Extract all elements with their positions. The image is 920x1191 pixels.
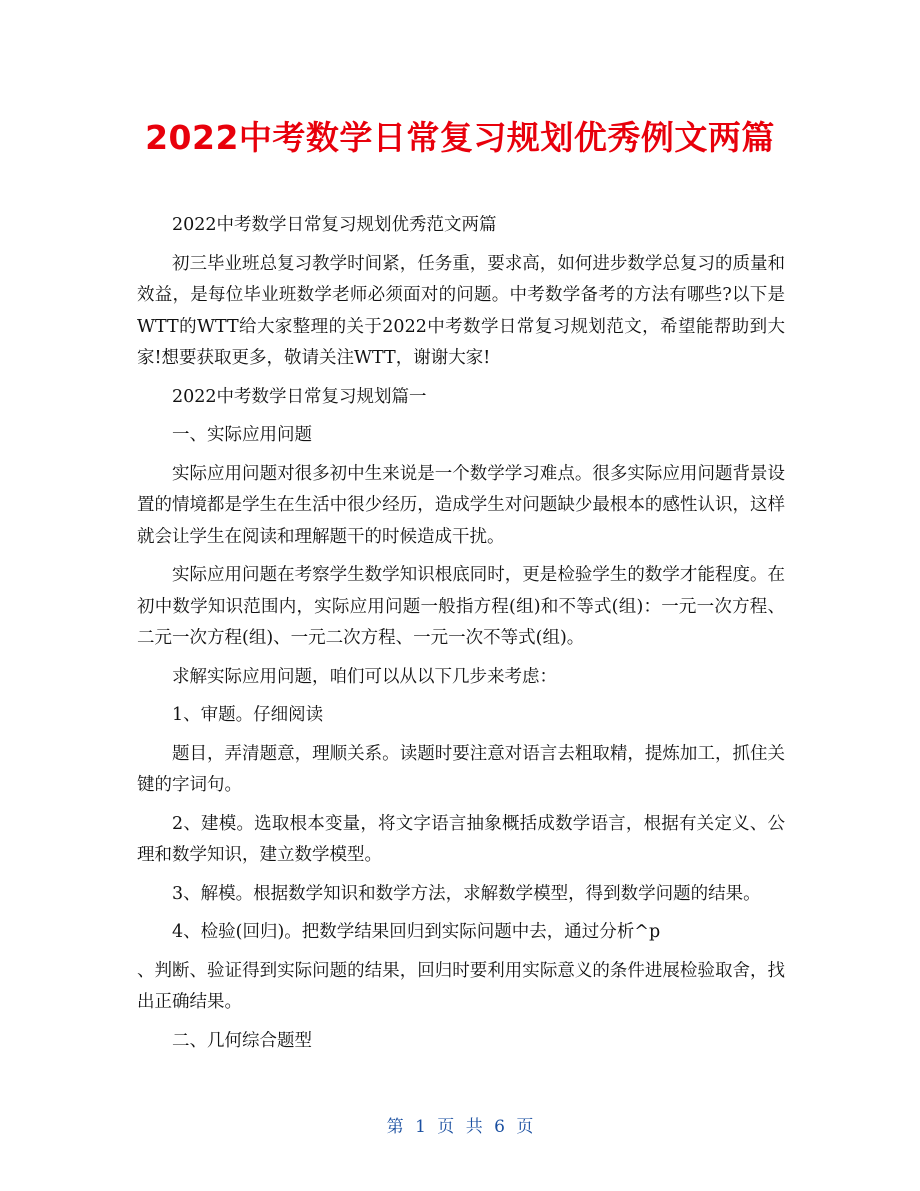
paragraph-subtitle: 2022中考数学日常复习规划优秀范文两篇 <box>172 215 497 235</box>
document-body <box>137 210 785 1057</box>
paragraph-steps-intro: 求解实际应用问题，咱们可以从以下几步来考虑： <box>172 666 557 687</box>
step-1-detail: 题目，弄清题意，理顺关系。读题时要注意对语言去粗取精，提炼加工，抓住关键的字词句。 <box>137 743 785 795</box>
step-4-detail: 、判断、验证得到实际问题的结果，回归时要利用实际意义的条件进展检验取舍，找出正确结果。 <box>137 960 785 1012</box>
step-3: 3、解模。根据数学知识和数学方法，求解数学模型，得到数学问题的结果。 <box>172 883 761 904</box>
paragraph-intro: 初三毕业班总复习教学时间紧，任务重，要求高，如何进步数学总复习的质量和效益，是每位毕业班数学老师必须面对的问题。中考数学备考的方法有哪些?以下是WTT的WTT给大家整理的关于2022中考数学日常复习规划范文，希望能帮助到大家!想要获取更多，敬请关注WTT，谢谢大家! <box>137 253 785 368</box>
paragraph-applied-difficulty: 实际应用问题对很多初中生来说是一个数学学习难点。很多实际应用问题背景设置的情境都是学生在生活中很少经历，造成学生对问题缺少最根本的感性认识，这样就会让学生在阅读和理解题干的时候造成干扰。 <box>137 463 785 547</box>
paragraph-part-one-heading: 2022中考数学日常复习规划篇一 <box>172 386 427 407</box>
document-title: 2022中考数学日常复习规划优秀例文两篇 <box>145 118 775 157</box>
step-4-heading: 4、检验(回归)。把数学结果回归到实际问题中去，通过分析^p <box>172 922 661 942</box>
paragraph-applied-scope: 实际应用问题在考察学生数学知识根底同时，更是检验学生的数学才能程度。在初中数学知识范围内，实际应用问题一般指方程(组)和不等式(组)：一元一次方程、二元一次方程(组)、一元二次方程、一元一次不等式(组)。 <box>137 565 785 648</box>
section-heading-geometry: 二、几何综合题型 <box>172 1030 312 1051</box>
step-2: 2、建模。选取根本变量，将文字语言抽象概括成数学语言，根据有关定义、公理和数学知识，建立数学模型。 <box>137 813 785 865</box>
section-heading-applied-problems: 一、实际应用问题 <box>172 425 312 445</box>
step-1-heading: 1、审题。仔细阅读 <box>172 705 324 725</box>
page-footer: 第 1 页 共 6 页 <box>386 1117 534 1137</box>
